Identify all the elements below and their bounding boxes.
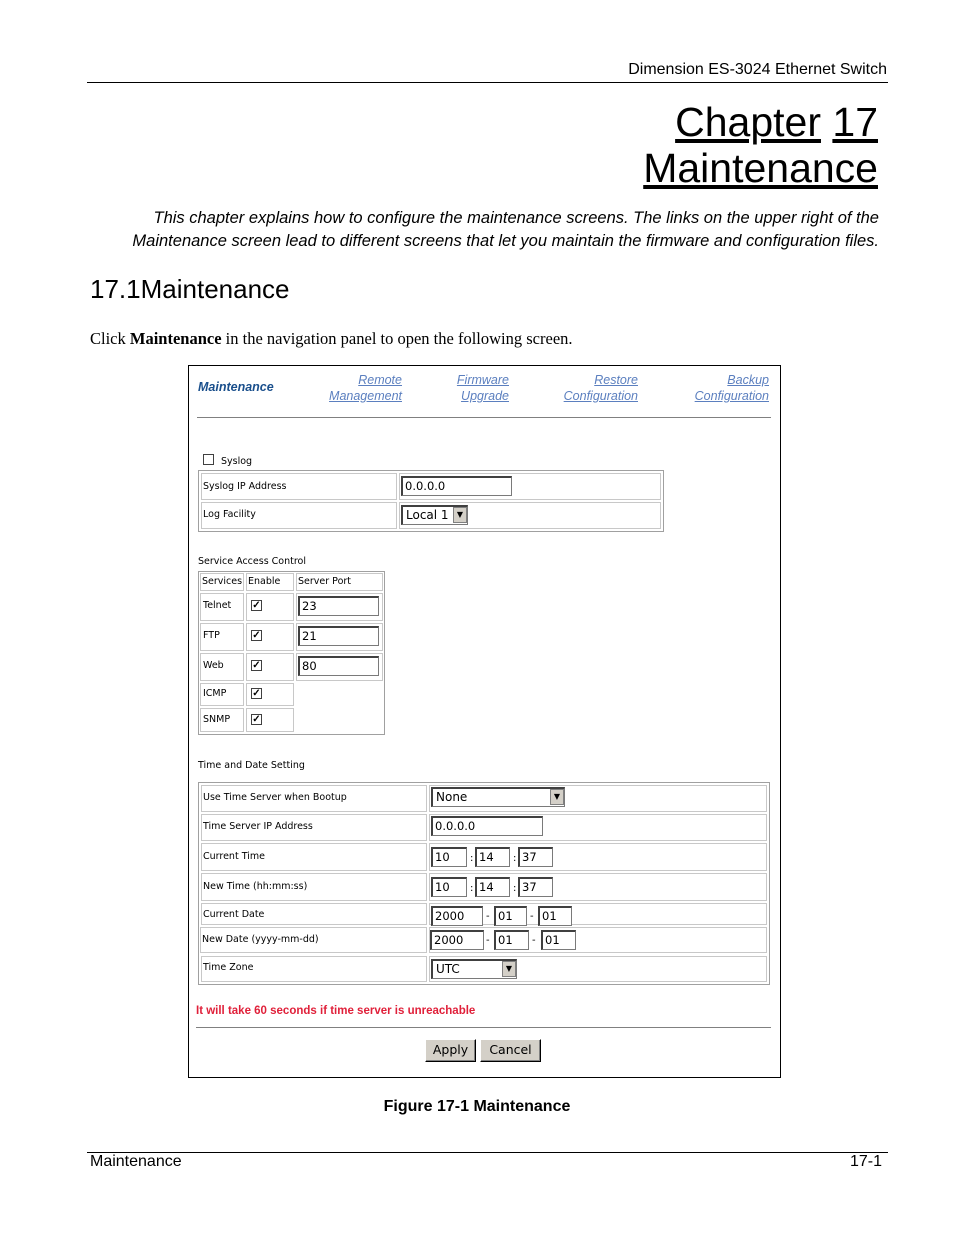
icmp-enable-checkbox[interactable]: ✓ (252, 688, 261, 699)
time-zone-value: UTC (436, 962, 460, 976)
header-rule (87, 82, 888, 83)
telnet-port-input[interactable]: 23 (298, 596, 379, 616)
new-year-input[interactable]: 2000 (430, 930, 484, 950)
current-time-label: Current Time (203, 851, 265, 862)
screen-title: Maintenance (198, 380, 274, 394)
top-divider (197, 417, 771, 418)
service-name: ICMP (203, 688, 227, 699)
log-facility-label: Log Facility (203, 509, 256, 520)
time-zone-label: Time Zone (203, 962, 254, 973)
new-hour-input[interactable]: 10 (431, 877, 467, 897)
time-server-ip-input[interactable]: 0.0.0.0 (431, 816, 543, 836)
restore-configuration-line2: Configuration (563, 389, 638, 403)
chapter-name: Maintenance (643, 145, 878, 191)
chapter-title (643, 99, 878, 191)
date-separator: - (486, 935, 490, 946)
ftp-port-input[interactable]: 21 (298, 626, 379, 646)
new-minute-input[interactable]: 14 (475, 877, 510, 897)
syslog-label: Syslog (221, 456, 253, 467)
remote-management-line2: Management (329, 389, 402, 403)
new-day-input[interactable]: 01 (541, 930, 576, 950)
running-header: Dimension ES-3024 Ethernet Switch (628, 61, 887, 78)
backup-configuration-line2: Configuration (694, 389, 769, 403)
time-separator: : (470, 883, 474, 894)
new-second-input[interactable]: 37 (518, 877, 553, 897)
bottom-divider (196, 1027, 771, 1028)
restore-configuration-link[interactable] (539, 372, 638, 404)
firmware-upgrade-link[interactable] (429, 372, 509, 404)
maintenance-screenshot (188, 365, 781, 1078)
time-server-value: None (436, 790, 468, 804)
current-year-input[interactable]: 2000 (431, 906, 483, 926)
date-separator: - (486, 911, 490, 922)
date-separator: - (532, 935, 536, 946)
apply-button[interactable]: Apply (425, 1039, 476, 1062)
service-name: SNMP (203, 714, 231, 725)
figure-caption: Figure 17-1 Maintenance (383, 1098, 571, 1115)
time-date-title: Time and Date Setting (198, 760, 305, 771)
use-time-server-label: Use Time Server when Bootup (203, 792, 347, 803)
syslog-checkbox[interactable] (203, 454, 214, 465)
time-separator: : (513, 853, 517, 864)
web-enable-checkbox[interactable]: ✓ (252, 660, 261, 671)
section-heading (90, 274, 290, 305)
date-separator: - (530, 911, 534, 922)
current-minute-input[interactable]: 14 (475, 847, 510, 867)
dropdown-arrow-icon: ▼ (502, 961, 516, 977)
service-name: Telnet (203, 600, 232, 611)
enable-header: Enable (248, 576, 281, 587)
current-month-input[interactable]: 01 (494, 906, 527, 926)
services-header: Services (202, 576, 243, 587)
click-post: in the navigation panel to open the following screen. (221, 329, 573, 348)
syslog-ip-label: Syslog IP Address (203, 481, 287, 492)
section-title: Maintenance (140, 274, 290, 304)
telnet-enable-checkbox[interactable]: ✓ (252, 600, 261, 611)
server-port-header: Server Port (298, 576, 352, 587)
current-second-input[interactable]: 37 (518, 847, 553, 867)
click-pre: Click (90, 329, 130, 348)
snmp-enable-checkbox[interactable]: ✓ (252, 714, 261, 725)
remote-management-link[interactable] (301, 372, 402, 404)
time-separator: : (513, 883, 517, 894)
service-name: Web (203, 660, 224, 671)
time-separator: : (470, 853, 474, 864)
time-server-warning: It will take 60 seconds if time server is unreachable (196, 1005, 476, 1017)
firmware-upgrade-line1: Firmware (456, 373, 509, 387)
new-date-label: New Date (yyyy-mm-dd) (202, 934, 319, 945)
footer-rule (87, 1152, 888, 1153)
service-name: FTP (203, 630, 220, 641)
remote-management-line1: Remote (358, 373, 402, 387)
time-server-ip-label: Time Server IP Address (203, 821, 313, 832)
cancel-button[interactable]: Cancel (480, 1039, 541, 1062)
time-server-select[interactable] (431, 787, 565, 807)
dropdown-arrow-icon: ▼ (453, 507, 467, 523)
ftp-enable-checkbox[interactable]: ✓ (252, 630, 261, 641)
backup-configuration-line1: Backup (727, 373, 769, 387)
new-time-label: New Time (hh:mm:ss) (203, 881, 308, 892)
web-port-input[interactable]: 80 (298, 656, 379, 676)
current-day-input[interactable]: 01 (538, 906, 572, 926)
body-paragraph (90, 329, 573, 349)
footer-chapter: Maintenance (90, 1153, 182, 1170)
page-number: 17-1 (849, 1153, 882, 1170)
chapter-word: Chapter (675, 99, 821, 145)
chapter-intro: This chapter explains how to configure the maintenance screens. The links on the upper right of the Maintenance screen lead to different screens that let you maintain the firmware and configuration files. (132, 209, 879, 250)
backup-configuration-link[interactable] (669, 372, 769, 404)
syslog-ip-input[interactable]: 0.0.0.0 (401, 476, 512, 496)
section-number: 17.1 (90, 274, 141, 304)
current-date-label: Current Date (203, 909, 265, 920)
log-facility-select[interactable] (401, 505, 468, 525)
time-zone-select[interactable] (431, 959, 517, 979)
click-bold: Maintenance (129, 329, 222, 348)
service-access-title: Service Access Control (198, 556, 307, 567)
chapter-number: 17 (832, 99, 878, 145)
log-facility-value: Local 1 (406, 508, 449, 522)
restore-configuration-line1: Restore (594, 373, 638, 387)
dropdown-arrow-icon: ▼ (550, 789, 564, 805)
firmware-upgrade-line2: Upgrade (461, 389, 509, 403)
current-hour-input[interactable]: 10 (431, 847, 467, 867)
new-month-input[interactable]: 01 (494, 930, 529, 950)
